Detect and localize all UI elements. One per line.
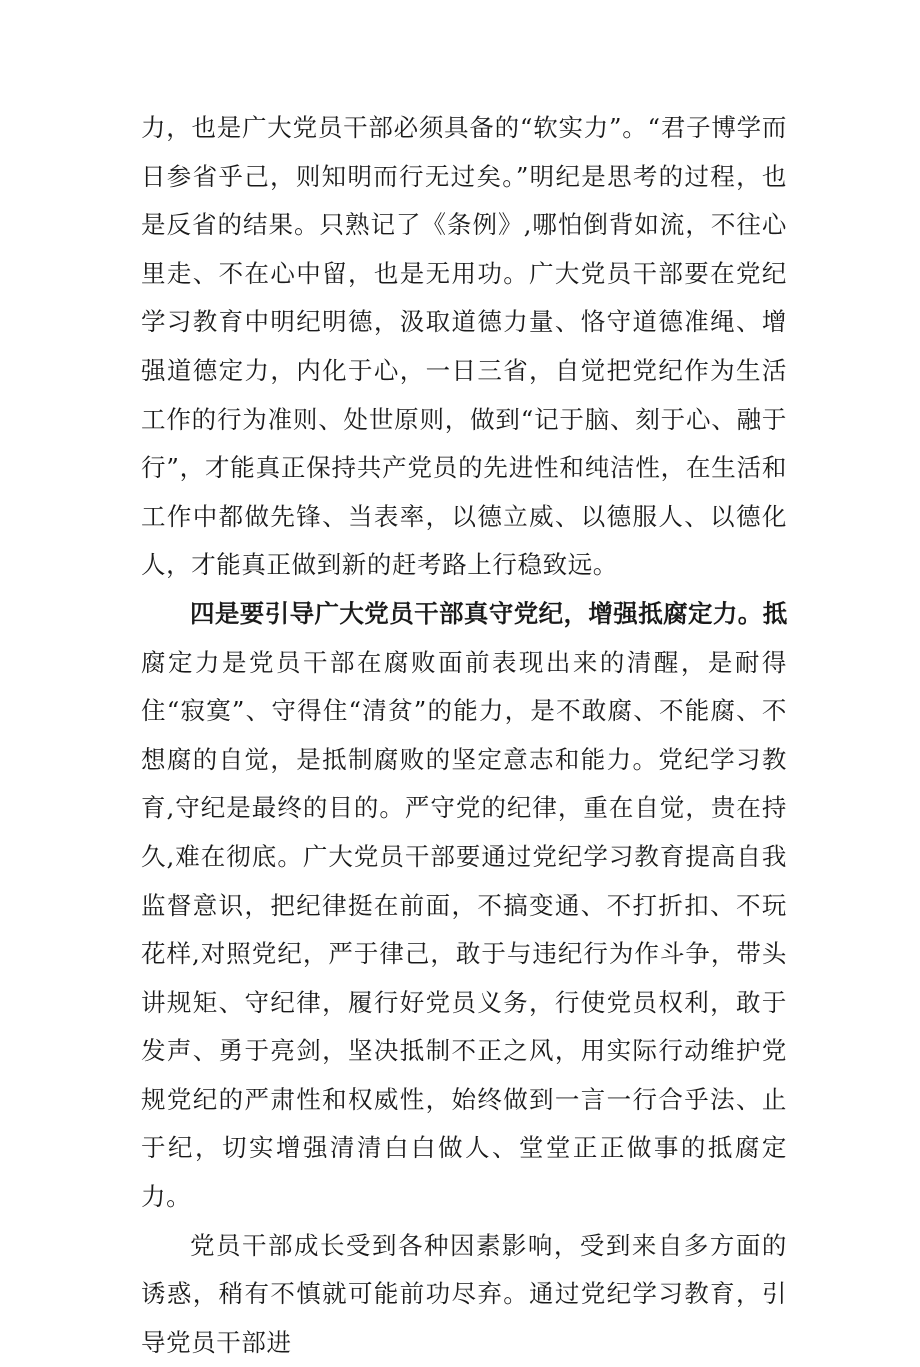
paragraph-2	[141, 590, 787, 1222]
paragraph-2-text: 腐定力是党员干部在腐败面前表现出来的清醒，是耐得住“寂寞”、守得住“清贫”的能力，是不敢腐、不能腐、不想腐的自觉，是抵制腐败的坚定意志和能力。党纪学习教育,守纪是最终的目的。严守党的纪律，重在自觉，贵在持久,难在彻底。广大党员干部要通过党纪学习教育提高自我监督意识，把纪律挺在前面，不搞变通、不打折扣、不玩花样,对照党纪，严于律己，敢于与违纪行为作斗争，带头讲规矩、守纪律，履行好党员义务，行使党员权利，敢于发声、勇于亮剑，坚决抵制不正之风，用实际行动维护党规党纪的严肃性和权威性，始终做到一言一行合乎法、止于纪，切实增强清清白白做人、堂堂正正做事的抵腐定力。	[141, 647, 787, 1212]
paragraph-3-text: 党员干部成长受到各种因素影响，受到来自多方面的诱惑，稍有不慎就可能前功尽弃。通过党纪学习教育，引导党员干部进	[141, 1230, 787, 1357]
document-body	[141, 104, 787, 1367]
paragraph-1	[141, 104, 787, 590]
paragraph-1-text: 力，也是广大党员干部必须具备的“软实力”。“君子博学而日参省乎己，则知明而行无过矣。”明纪是思考的过程，也是反省的结果。只熟记了《条例》,哪怕倒背如流，不往心里走、不在心中留，也是无用功。广大党员干部要在党纪学习教育中明纪明德，汲取道德力量、恪守道德准绳、增强道德定力，内化于心，一日三省，自觉把党纪作为生活工作的行为准则、处世原则，做到“记于脑、刻于心、融于行”，才能真正保持共产党员的先进性和纯洁性，在生活和工作中都做先锋、当表率，以德立威、以德服人、以德化人，才能真正做到新的赶考路上行稳致远。	[141, 113, 787, 580]
section-heading-4: 四是要引导广大党员干部真守党纪，增强抵腐定力。抵	[190, 598, 787, 628]
paragraph-3	[141, 1222, 787, 1367]
